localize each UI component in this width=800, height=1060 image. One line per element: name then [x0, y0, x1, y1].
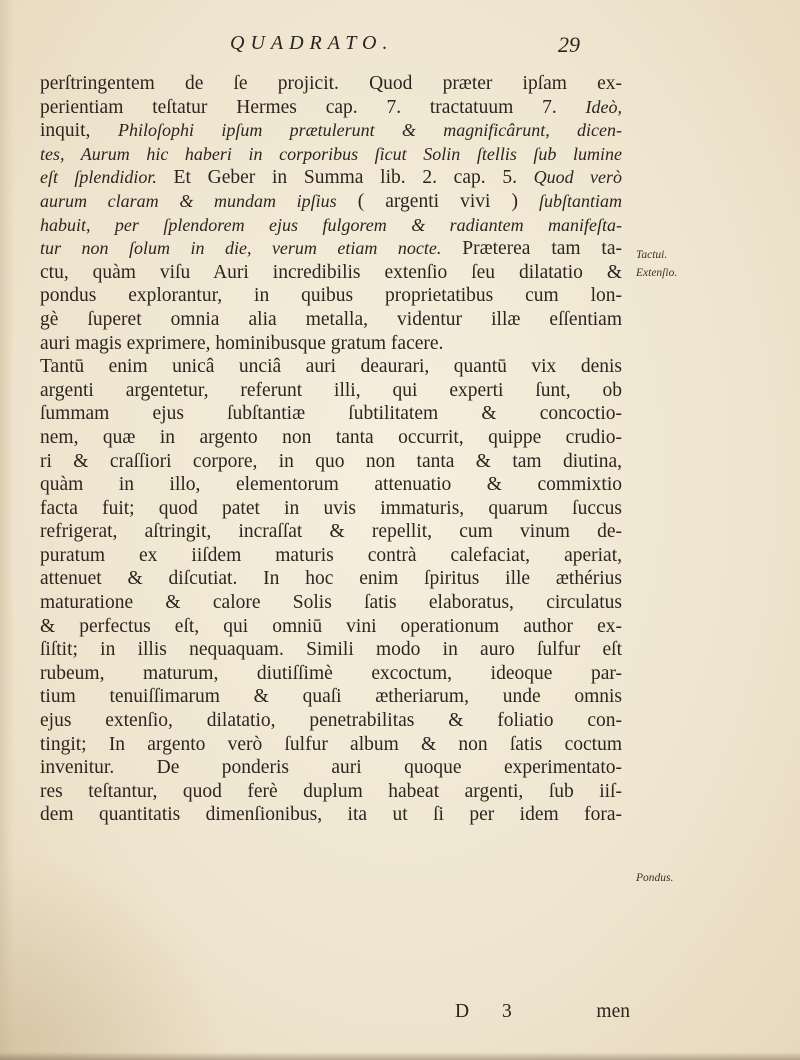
catchword: men	[596, 1001, 630, 1022]
running-header	[210, 30, 580, 64]
italic-run: tur non ſolum in die, verum etiam nocte.	[40, 238, 442, 259]
text-line	[40, 119, 622, 143]
text-line	[40, 402, 622, 426]
text-line	[40, 709, 622, 733]
signature-mark: D 3	[455, 1001, 526, 1022]
text-line	[40, 190, 622, 214]
text-line	[40, 780, 622, 804]
margin-note-extensio: Extenſio.	[636, 267, 678, 279]
text-line	[40, 332, 622, 356]
text-run: tingit; In argento verò ſulfur album & non ſatis coctum	[40, 733, 622, 755]
paper-stain	[0, 850, 230, 1060]
text-run: facta fuit; quod patet in uvis immaturis, quarum ſuccus	[40, 497, 622, 519]
italic-run: aurum claram & mundam ipſius	[40, 190, 337, 211]
text-run: res teſtantur, quod ferè duplum habeat argenti, ſub iiſ-	[40, 780, 622, 802]
italic-run: tes, Aurum hic haberi in corporibus ſicut Solin ſtellis ſub lumine	[40, 143, 622, 164]
text-line	[40, 261, 622, 285]
text-run: ri & craſſiori corpore, in quo non tanta & tam diutina,	[40, 450, 622, 472]
text-run: Præterea tam ta-	[441, 238, 622, 260]
margin-note-pondus: Pondus.	[636, 872, 674, 884]
text-run: tium tenuiſſimarum & quaſi ætheriarum, unde omnis	[40, 686, 622, 708]
text-run: maturatione & calore Solis ſatis elaboratus, circulatus	[40, 592, 622, 614]
text-run: argenti argentetur, referunt illi, qui experti ſunt, ob	[40, 379, 622, 401]
page-number: 29	[558, 32, 580, 57]
text-line	[40, 143, 622, 167]
text-line	[40, 214, 622, 238]
text-line	[40, 473, 622, 497]
text-line	[40, 685, 622, 709]
text-line	[40, 284, 622, 308]
margin-note-tactui: Tactui.	[636, 249, 668, 261]
text-line	[40, 756, 622, 780]
italic-run: Ideò,	[585, 96, 622, 117]
page-footer	[40, 1001, 630, 1027]
page-bottom-edge	[0, 1052, 800, 1060]
text-run: invenitur. De ponderis auri quoque experimentato-	[40, 757, 622, 779]
italic-run: habuit, per ſplendorem ejus fulgorem & radiantem manifeſta-	[40, 214, 622, 235]
text-line	[40, 96, 622, 120]
text-run: ejus extenſio, dilatatio, penetrabilitas & foliatio con-	[40, 710, 622, 732]
text-line	[40, 615, 622, 639]
body-text	[40, 72, 622, 827]
text-run: quàm in illo, elementorum attenuatio & commixtio	[40, 474, 622, 496]
text-run: nem, quæ in argento non tanta occurrit, quippe crudio-	[40, 426, 622, 448]
text-line	[40, 497, 622, 521]
italic-run: Quod verò	[533, 167, 622, 188]
text-run: gè ſuperet omnia alia metalla, videntur illæ eſſentiam	[40, 308, 622, 330]
text-line	[40, 544, 622, 568]
text-line	[40, 308, 622, 332]
text-line	[40, 567, 622, 591]
italic-run: eſt ſplendidior.	[40, 167, 157, 188]
text-line	[40, 803, 622, 827]
text-line	[40, 733, 622, 757]
text-run: perientiam teſtatur Hermes cap. 7. tractatuum 7.	[40, 96, 586, 118]
text-line	[40, 237, 622, 261]
text-line	[40, 355, 622, 379]
italic-run: ſubſtantiam	[538, 190, 622, 211]
text-line	[40, 72, 622, 96]
text-run: auri magis exprimere, hominibusque gratum facere.	[40, 332, 444, 354]
text-line	[40, 520, 622, 544]
text-line	[40, 638, 622, 662]
text-run: refrigerat, aſtringit, incraſſat & repellit, cum vinum de-	[40, 521, 622, 543]
text-line	[40, 450, 622, 474]
text-line	[40, 662, 622, 686]
italic-run: Philoſophi ipſum prætulerunt & magnificârunt, dicen-	[118, 120, 622, 141]
text-run: Et Geber in Summa lib. 2. cap. 5.	[156, 167, 534, 189]
text-line	[40, 166, 622, 190]
text-run: Tantū enim unicâ unciâ auri deaurari, quantū vix denis	[40, 356, 622, 378]
text-run: perſtringentem de ſe projicit. Quod præter ipſam ex-	[40, 73, 622, 94]
text-run: pondus explorantur, in quibus proprietatibus cum lon-	[40, 285, 622, 307]
text-run: inquit,	[40, 120, 119, 142]
text-line	[40, 426, 622, 450]
text-line	[40, 591, 622, 615]
text-line	[40, 379, 622, 403]
text-run: dem quantitatis dimenſionibus, ita ut ſi per idem fora-	[40, 804, 622, 826]
text-run: ſiſtit; in illis nequaquam. Simili modo in auro ſulfur eſt	[40, 639, 622, 661]
text-run: puratum ex iiſdem maturis contrà calefaciat, aperiat,	[40, 544, 622, 566]
running-title: QUADRATO.	[230, 32, 394, 54]
text-run: ctu, quàm viſu Auri incredibilis extenſio ſeu dilatatio &	[40, 261, 622, 283]
text-run: ſummam ejus ſubſtantiæ ſubtilitatem & concoctio-	[40, 403, 622, 425]
text-run: ( argenti vivi )	[336, 190, 539, 212]
text-run: & perfectus eſt, qui omniū vini operationum author ex-	[40, 615, 622, 637]
text-run: attenuet & diſcutiat. In hoc enim ſpiritus ille æthérius	[40, 568, 622, 590]
text-run: rubeum, maturum, diutiſſimè excoctum, ideoque par-	[40, 662, 622, 684]
